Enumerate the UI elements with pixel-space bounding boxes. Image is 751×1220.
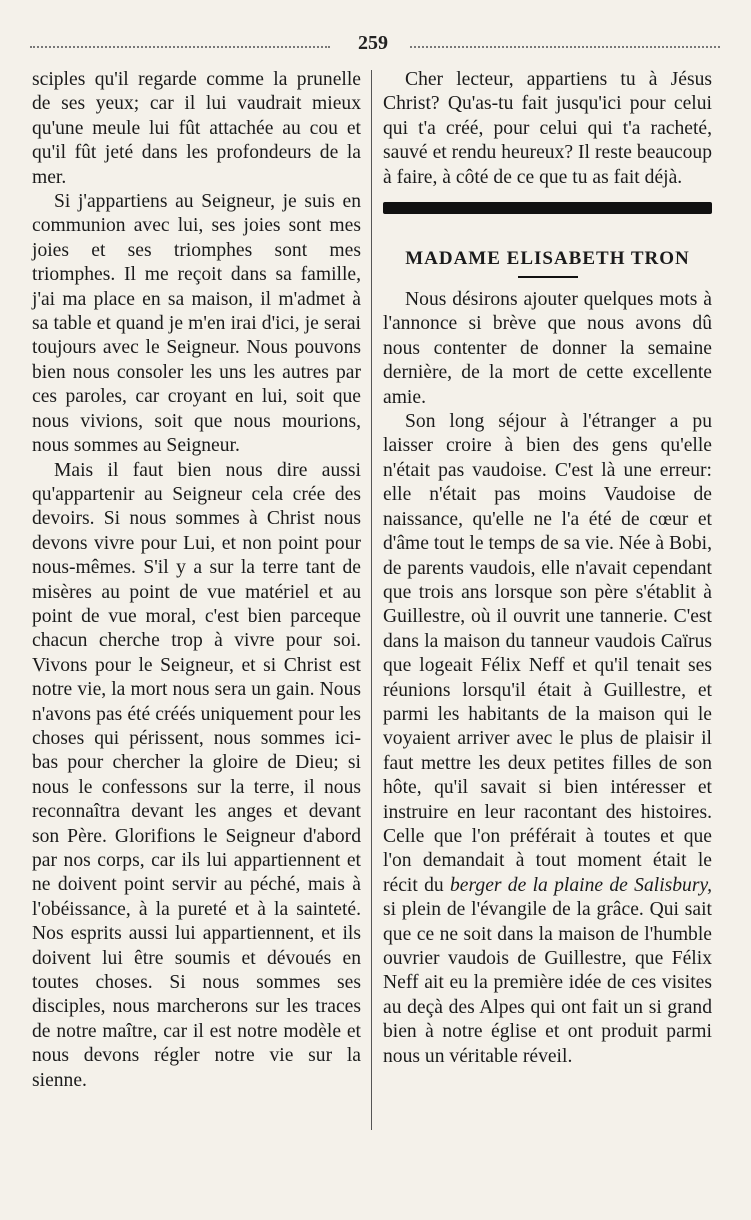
italic-title: berger de la plaine de Salisbury, bbox=[450, 874, 712, 896]
header-rule-right bbox=[410, 46, 720, 48]
paragraph: Nous désirons ajouter quelques mots à l'annonce si brève que nous avons dû nous contenter de donner la semaine dernière, de la mort de cette excellente amie. bbox=[383, 289, 712, 408]
right-column bbox=[383, 68, 712, 1069]
paragraph-text: si plein de l'évangile de la grâce. Qui sait que ce ne soit dans la maison de l'humble ouvrier vaudois de Guillestre, que Félix Neff ait eu la première idée de ces visites au deçà des Alpes qui ont fait un si grand bien à notre église et ont produit parmi nous un véritable réveil. bbox=[383, 899, 712, 1067]
page-header bbox=[30, 32, 720, 52]
paragraph: Si j'appartiens au Seigneur, je suis en communion avec lui, ses joies sont mes joies et ses triomphes sont mes triomphes. Il me reçoit dans sa famille, j'ai ma place en sa maison, il m'admet à sa table et quand je m'en irai d'ici, je serai toujours avec le Seigneur. Nous pouvons bien nous consoler les uns les autres par ces paroles, car croyant en lui, soit que nous vivions, soit que nous mourions, nous sommes au Seigneur. bbox=[32, 191, 361, 457]
title-underline bbox=[518, 276, 578, 278]
article-title: MADAME ELISABETH TRON bbox=[405, 248, 690, 270]
paragraph-text: Son long séjour à l'étranger a pu laisser croire à bien des gens qu'elle n'était pas vaudoise. C'est là une erreur: elle n'était pas moins Vaudoise de naissance, qu'elle ne l'a été de cœur et d'âme tout le temps de sa vie. Née à Bobi, de parents vaudois, elle n'avait cependant que trois ans lorsque son père s'établit à Guillestre, où il ouvrit une tannerie. C'est dans la maison du tanneur vaudois Caïrus que logeait Félix Neff et qu'il tenait ses réunions lorsqu'il était à Guillestre, et parmi les habitants de la maison qui le voyaient arriver avec le plus de plaisir il faut mettre les deux petites filles de son hôte, qu'il savait si bien intéresser et instruire en leur racontant des histoires. Celle que l'on préférait à toutes et que l'on demandait à tout moment était le récit du bbox=[383, 411, 712, 896]
column-divider bbox=[371, 70, 372, 1130]
paragraph: sciples qu'il regarde comme la prunelle de ses yeux; car il lui vaudrait mieux qu'une meule lui fût attachée au cou et qu'il fût jeté dans les profondeurs de la mer. bbox=[32, 69, 361, 188]
paragraph: Mais il faut bien nous dire aussi qu'appartenir au Seigneur cela crée des devoirs. Si nous sommes à Christ nous devons vivre pour Lui, et non point pour nous-mêmes. S'il y a sur la terre tant de misères au point de vue matériel et au point de vue moral, c'est bien parceque chacun cherche trop à vivre pour soi. Vivons pour le Seigneur, et si Christ est notre vie, la mort nous sera un gain. Nous n'avons pas été créés uniquement pour les choses qui périssent, nous sommes ici-bas pour chercher la gloire de Dieu; si nous le confessons sur la terre, il nous reconnaîtra devant les anges et devant son Père. Glorifions le Seigneur d'abord par nos corps, car ils lui appartiennent et ne doivent point servir au péché, mais à l'obéissance, à la pureté et à la sainteté. Nos esprits aussi lui appartiennent, et ils doivent lui être soumis et dévoués en toutes choses. Si nous sommes ses disciples, nous marcherons sur les traces de notre maître, car il est notre modèle et nous devons régler notre vie sur la sienne. bbox=[32, 459, 361, 1091]
page-number: 259 bbox=[358, 32, 388, 54]
paragraph bbox=[383, 410, 712, 1069]
section-separator-bar bbox=[383, 202, 712, 214]
header-rule-left bbox=[30, 46, 330, 48]
left-column bbox=[32, 68, 361, 1093]
closing-paragraph: Cher lecteur, appartiens tu à Jésus Christ? Qu'as-tu fait jusqu'ici pour celui qui t'a créé, pour celui qui t'a racheté, sauvé et rendu heureux? Il reste beaucoup à faire, à côté de ce que tu as fait déjà. bbox=[383, 69, 712, 188]
